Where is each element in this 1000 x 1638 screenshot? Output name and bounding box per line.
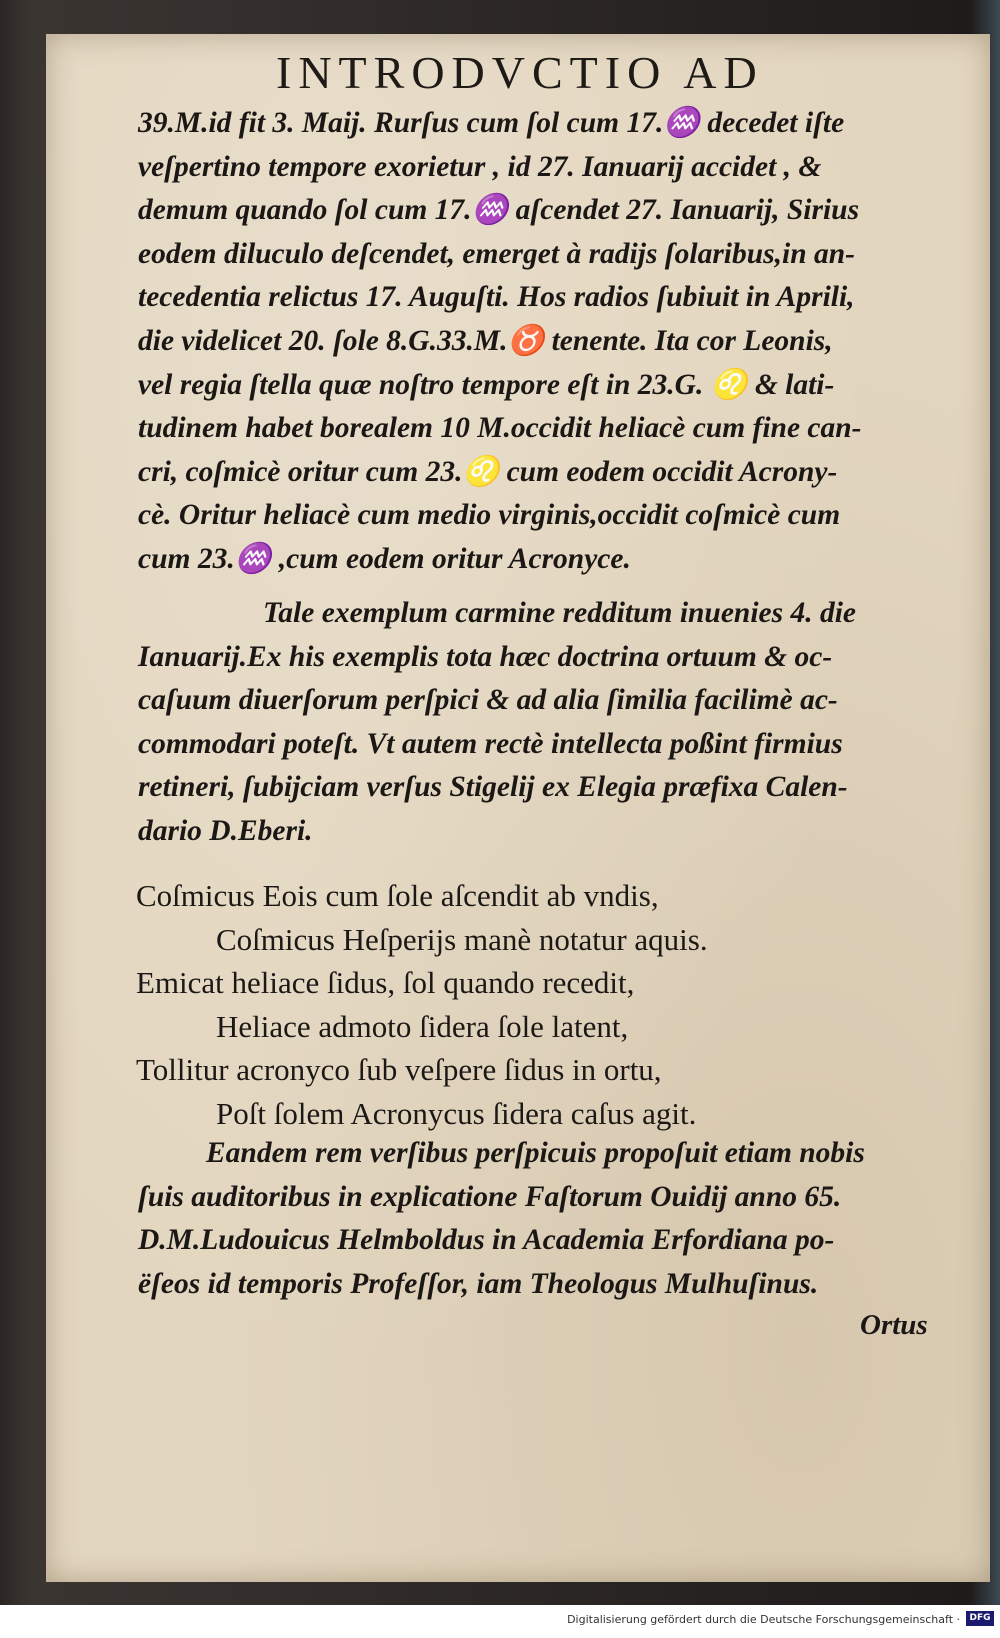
verse-line: Tollitur acronyco ſub veſpere ſidus in ortu, xyxy=(136,1052,662,1088)
text-line: caſuum diuerſorum perſpici & ad alia ſimilia facilimè ac- xyxy=(138,684,838,717)
verse-block xyxy=(136,874,976,1136)
text-line: ëſeos id temporis Profeſſor, iam Theologus Mulhuſinus. xyxy=(138,1267,819,1300)
text-line: Tale exemplum carmine redditum inuenies 4. die xyxy=(263,597,857,629)
text-line: D.M.Ludouicus Helmboldus in Academia Erfordiana po- xyxy=(138,1224,835,1257)
text-line: dario D.Eberi. xyxy=(138,814,313,847)
catchword: Ortus xyxy=(860,1309,928,1341)
text-line: tudinem habet borealem 10 M.occidit heliacè cum fine can- xyxy=(138,412,862,445)
digitization-footer xyxy=(0,1605,1000,1638)
text-line: tecedentia relictus 17. Auguſti. Hos radios ſubiuit in Aprili, xyxy=(138,281,855,314)
verse-line: Coſmicus Eois cum ſole aſcendit ab vndis, xyxy=(136,878,659,913)
text-line: cum 23.♒ ,cum eodem oritur Acronyce. xyxy=(138,542,631,575)
verse-line: Coſmicus Heſperijs manè notatur aquis. xyxy=(216,921,708,957)
text-line: retineri, ſubijciam verſus Stigelij ex Elegia præfixa Calen- xyxy=(138,771,848,804)
paragraph-1 xyxy=(138,102,988,582)
verse-line: Emicat heliace ſidus, ſol quando recedit, xyxy=(136,965,635,1001)
text-line: veſpertino tempore exorietur , id 27. Ianuarij accidet , & xyxy=(138,150,822,183)
text-line: Ianuarij.Ex his exemplis tota hæc doctrina ortuum & oc- xyxy=(138,640,833,673)
text-line: ſuis auditoribus in explicatione Faſtorum Ouidij anno 65. xyxy=(138,1180,842,1213)
paragraph-2 xyxy=(138,592,988,854)
text-line: cè. Oritur heliacè cum medio virginis,occidit coſmicè cum xyxy=(138,499,841,532)
text-line: demum quando ſol cum 17.♒ aſcendet 27. Ianuarij, Sirius xyxy=(138,194,860,227)
funding-credit: Digitalisierung gefördert durch die Deutsche Forschungsgemeinschaft · xyxy=(567,1613,960,1626)
text-line: die videlicet 20. ſole 8.G.33.M.♉ tenente. Ita cor Leonis, xyxy=(138,324,833,357)
text-line: cri, coſmicè oritur cum 23.♌ cum eodem occidit Acrony- xyxy=(138,455,838,488)
verse-line: Poſt ſolem Acronycus ſidera caſus agit. xyxy=(216,1095,697,1131)
running-head: INTRODVCTIO AD xyxy=(276,47,764,98)
text-line: eodem diluculo deſcendet, emerget à radijs ſolaribus,in an- xyxy=(138,237,855,270)
book-page xyxy=(46,34,990,1582)
text-line: Eandem rem verſibus perſpicuis propoſuit etiam nobis xyxy=(206,1137,865,1169)
paragraph-3 xyxy=(138,1132,988,1306)
text-line: vel regia ſtella quæ noſtro tempore eſt in 23.G. ♌ & lati- xyxy=(138,368,835,401)
text-line: 39.M.id fit 3. Maij. Rurſus cum ſol cum 17.♒ decedet iſte xyxy=(138,107,845,139)
text-line: commodari poteſt. Vt autem rectè intellecta poßint firmius xyxy=(138,727,843,760)
verse-line: Heliace admoto ſidera ſole latent, xyxy=(216,1008,629,1044)
dfg-logo: DFG xyxy=(966,1611,994,1626)
